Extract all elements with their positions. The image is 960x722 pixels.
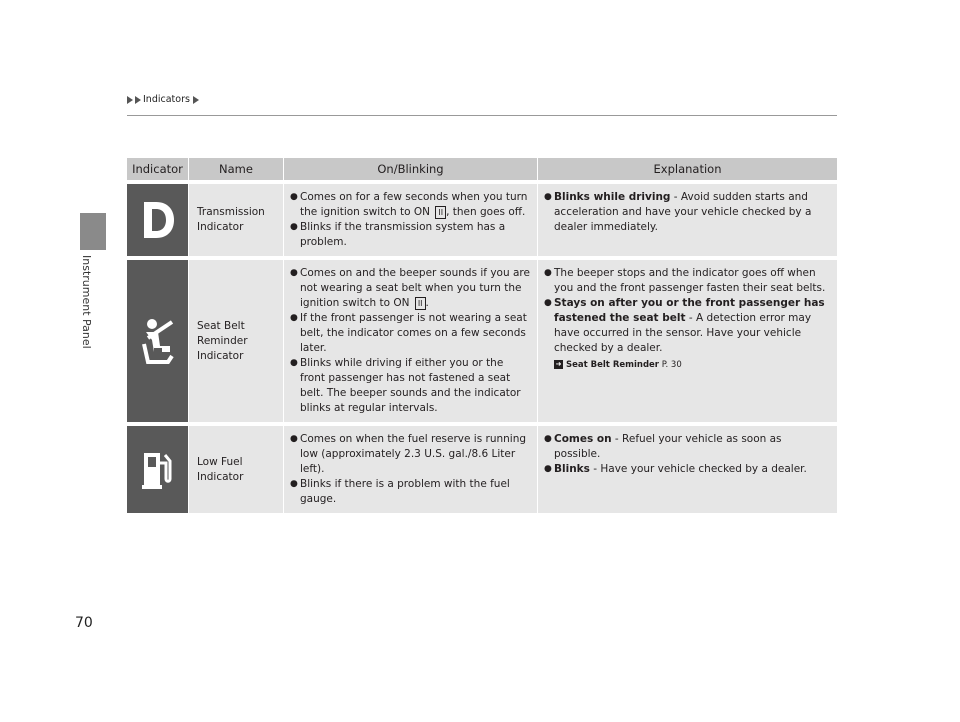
list-item: ● Blinks if there is a problem with the fuel gauge.	[290, 477, 531, 507]
header-explanation: Explanation	[537, 158, 837, 180]
table-row	[127, 256, 837, 422]
name-cell	[188, 422, 283, 513]
on-blinking-cell	[283, 422, 537, 513]
section-tab-marker	[80, 213, 106, 250]
on-blinking-cell	[283, 256, 537, 422]
explanation-cell	[537, 180, 837, 256]
ignition-key-icon: II	[435, 206, 446, 219]
list-item: ● Comes on for a few seconds when you turn the ignition switch to ON II , then goes off.	[290, 190, 531, 220]
cross-reference-link[interactable]: ➜ Seat Belt Reminder P. 30	[555, 360, 682, 370]
name-cell	[188, 256, 283, 422]
header-on-blinking: On/Blinking	[283, 158, 537, 180]
breadcrumb-arrow-icon	[193, 96, 199, 104]
breadcrumb-arrow-icon	[135, 96, 141, 104]
breadcrumb-arrow-icon	[127, 96, 133, 104]
low-fuel-indicator-icon-cell	[127, 422, 188, 513]
ignition-key-icon: II	[415, 297, 426, 310]
list-item: ● Blinks - Have your vehicle checked by a dealer.	[544, 462, 831, 477]
indicator-name-line: Indicator	[197, 221, 244, 233]
table-header-row	[127, 158, 837, 180]
header-name: Name	[188, 158, 283, 180]
explanation-cell	[537, 256, 837, 422]
list-item: ● Stays on after you or the front passenger has fastened the seat belt - A detection error may have occurred in the sensor. Have your vehicle checked by a dealer.	[544, 296, 831, 356]
list-item: ● Comes on and the beeper sounds if you are not wearing a seat belt when you turn the ignition switch to ON II .	[290, 266, 531, 311]
list-item: ● If the front passenger is not wearing a seat belt, the indicator comes on a few seconds later.	[290, 311, 531, 356]
list-item: ● Comes on - Refuel your vehicle as soon as possible.	[544, 432, 831, 462]
list-item: ● Blinks while driving if either you or the front passenger has not fastened a seat belt. The beeper sounds and the indicator blinks at regular intervals.	[290, 356, 531, 416]
table-row	[127, 422, 837, 513]
breadcrumb-label: Indicators	[143, 94, 190, 105]
indicator-table	[127, 158, 837, 513]
transmission-indicator-icon-cell	[127, 180, 188, 256]
list-item: ● Comes on when the fuel reserve is running low (approximately 2.3 U.S. gal./8.6 Liter left).	[290, 432, 531, 477]
table-row	[127, 180, 837, 256]
seat-belt-indicator-icon-cell	[127, 256, 188, 422]
fuel-pump-icon	[140, 449, 176, 491]
header-indicator: Indicator	[127, 158, 188, 180]
name-cell	[188, 180, 283, 256]
indicator-name-line: Reminder	[197, 334, 248, 347]
list-item: ● The beeper stops and the indicator goes off when you and the front passenger fasten their seat belts.	[544, 266, 831, 296]
list-item: ● Blinks if the transmission system has a problem.	[290, 220, 531, 250]
cross-reference-arrow-icon: ➜	[555, 360, 562, 368]
indicator-name-line: Indicator	[197, 349, 244, 362]
indicator-name-line: Seat Belt	[197, 319, 245, 332]
on-blinking-cell	[283, 180, 537, 256]
indicator-name-line: Transmission	[197, 206, 265, 218]
list-item: ● Blinks while driving - Avoid sudden starts and acceleration and have your vehicle checked by a dealer immediately.	[544, 190, 831, 235]
transmission-d-icon	[138, 198, 178, 242]
header-rule	[127, 115, 837, 116]
page-number: 70	[75, 615, 93, 631]
explanation-cell	[537, 422, 837, 513]
indicator-name-line: Low Fuel	[197, 455, 243, 468]
section-label: Instrument Panel	[80, 255, 93, 349]
breadcrumb	[127, 94, 201, 105]
indicator-name-line: Indicator	[197, 470, 244, 483]
seat-belt-icon	[138, 316, 178, 366]
